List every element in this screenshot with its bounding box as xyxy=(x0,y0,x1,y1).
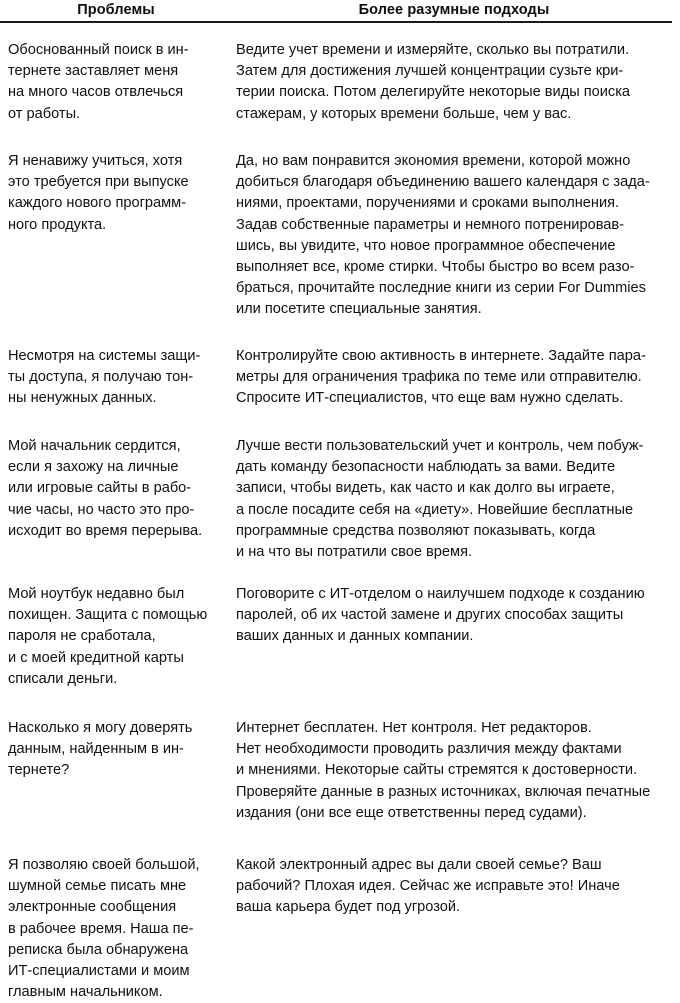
text-line: каждого нового программ- xyxy=(8,195,187,212)
text-line: терии поиска. Потом делегируйте некоторые виды поиска xyxy=(236,84,631,101)
text-line: электронные сообщения xyxy=(8,899,177,916)
approach-cell xyxy=(236,718,676,824)
text-line: и на что вы потратили свое время. xyxy=(236,544,473,561)
column-header-problems: Проблемы xyxy=(77,2,155,18)
text-line: записи, чтобы видеть, как часто и как долго вы играете, xyxy=(236,480,615,497)
text-line: Контролируйте свою активность в интернете. Задайте пара- xyxy=(236,348,646,364)
text-line: выполняет все, кроме стирки. Чтобы быстро во всем разо- xyxy=(236,259,635,276)
text-line: ваша карьера будет под угрозой. xyxy=(236,899,461,916)
text-line: добиться благодаря объединению вашего календаря с зада- xyxy=(236,174,650,191)
text-line: ваших данных и данных компании. xyxy=(236,628,474,645)
text-line: Обоснованный поиск в ин- xyxy=(8,42,189,58)
text-line: Насколько я могу доверять xyxy=(8,720,193,736)
text-line: и мнениями. Некоторые сайты стремятся к достоверности. xyxy=(236,762,638,779)
table-header xyxy=(0,0,680,22)
text-line: или посетите специальные занятия. xyxy=(236,301,482,318)
text-line: Какой электронный адрес вы дали своей семье? Ваш xyxy=(236,857,602,873)
text-line: Мой начальник сердится, xyxy=(8,438,181,454)
text-line: Проверяйте данные в разных источниках, включая печатные xyxy=(236,783,651,800)
text-line: похищен. Защита с помощью xyxy=(8,607,208,624)
problem-cell xyxy=(8,40,232,125)
text-line: Ведите учет времени и измеряйте, сколько вы потратили. xyxy=(236,42,630,58)
text-line: Затем для достижения лучшей концентрации сузьте кри- xyxy=(236,63,624,80)
problem-cell xyxy=(8,718,232,782)
text-line: шумной семье писать мне xyxy=(8,878,187,895)
text-line: стажерам, у которых времени больше, чем у вас. xyxy=(236,105,572,122)
column-header-approaches: Более разумные подходы xyxy=(358,2,550,18)
text-line: или игровые сайты в рабо- xyxy=(8,480,192,497)
text-line: тернете заставляет меня xyxy=(8,63,179,80)
text-line: Задав собственные параметры и немного потренировав- xyxy=(236,216,625,233)
text-line: Я ненавижу учиться, хотя xyxy=(8,153,183,169)
text-line: метры для ограничения трафика по теме или отправителю. xyxy=(236,369,642,386)
text-line: и с моей кредитной карты xyxy=(8,649,184,666)
text-line: паролей, об их частой замене и других способах защиты xyxy=(236,607,624,624)
text-line: Мой ноутбук недавно был xyxy=(8,586,185,602)
text-line: ИТ-специалистами и моим xyxy=(8,963,190,980)
text-line: Я позволяю своей большой, xyxy=(8,857,200,873)
approach-cell xyxy=(236,855,676,919)
problem-cell xyxy=(8,151,232,236)
text-line: а после посадите себя на «диету». Новейшие бесплатные xyxy=(236,501,634,518)
text-line: издания (они все еще ответственны перед судами). xyxy=(236,804,587,821)
text-line: Да, но вам понравится экономия времени, которой можно xyxy=(236,153,631,169)
approach-cell xyxy=(236,346,676,410)
approach-cell xyxy=(236,584,676,648)
header-divider-rule xyxy=(0,21,672,23)
problem-cell xyxy=(8,584,232,690)
text-line: реписка была обнаружена xyxy=(8,941,189,958)
approach-cell xyxy=(236,151,676,321)
approach-cell xyxy=(236,436,676,563)
problem-cell xyxy=(8,436,232,542)
text-line: Нет необходимости проводить различия между фактами xyxy=(236,741,622,758)
text-line: это требуется при выпуске xyxy=(8,174,189,191)
text-line: данным, найденным в ин- xyxy=(8,741,184,758)
text-line: дать команду безопасности наблюдать за вами. Ведите xyxy=(236,459,616,476)
text-line: ного продукта. xyxy=(8,216,107,233)
problem-cell xyxy=(8,346,232,410)
text-line: Поговорите с ИТ-отделом о наилучшем подходе к созданию xyxy=(236,586,645,602)
text-line: на много часов отвлечься xyxy=(8,84,184,101)
text-line: от работы. xyxy=(8,105,81,122)
approach-cell xyxy=(236,40,676,125)
text-line: Интернет бесплатен. Нет контроля. Нет редакторов. xyxy=(236,720,592,736)
text-line: если я захожу на личные xyxy=(8,459,179,476)
text-line: Спросите ИТ-специалистов, что еще вам нужно сделать. xyxy=(236,390,624,407)
text-line: главным начальником. xyxy=(8,984,163,1001)
text-line: Несмотря на системы защи- xyxy=(8,348,201,364)
text-line: в рабочее время. Наша пе- xyxy=(8,920,194,937)
text-line: списали деньги. xyxy=(8,670,118,687)
text-line: программные средства позволяют показывать, когда xyxy=(236,522,596,539)
text-line: рабочий? Плохая идея. Сейчас же исправьте это! Иначе xyxy=(236,878,620,895)
text-line: исходит во время перерыва. xyxy=(8,522,203,539)
text-line: чие часы, но часто это про- xyxy=(8,501,195,518)
text-line: ниями, проектами, поручениями и сроками выполнения. xyxy=(236,195,620,212)
text-line: тернете? xyxy=(8,762,70,779)
problem-cell xyxy=(8,855,232,1003)
text-line: ты доступа, я получаю тон- xyxy=(8,369,194,386)
text-line: пароля не сработала, xyxy=(8,628,156,645)
text-line: ны ненужных данных. xyxy=(8,390,157,407)
text-line: шись, вы увидите, что новое программное обеспечение xyxy=(236,237,616,254)
text-line: Лучше вести пользовательский учет и контроль, чем побуж- xyxy=(236,438,644,454)
text-line: браться, прочитайте последние книги из серии For Dummies xyxy=(236,280,646,297)
